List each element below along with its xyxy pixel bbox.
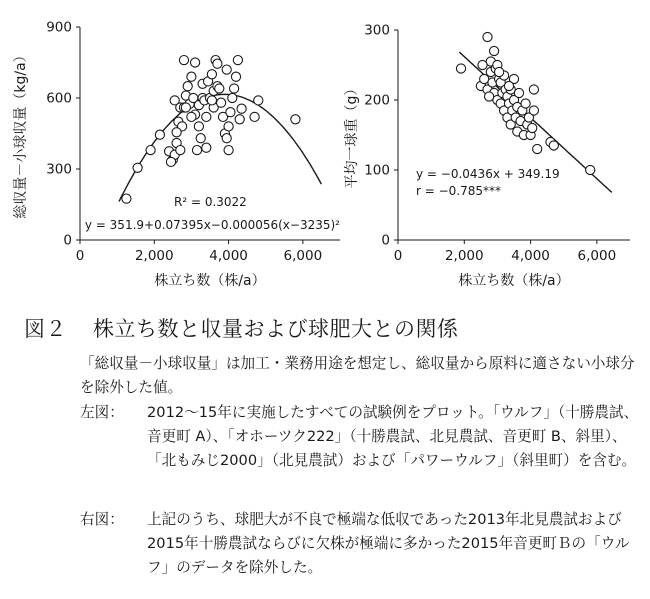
data-point bbox=[192, 146, 201, 155]
data-point bbox=[490, 46, 499, 55]
data-point bbox=[155, 130, 164, 139]
data-point bbox=[228, 93, 237, 102]
data-point bbox=[250, 112, 259, 121]
data-point bbox=[222, 134, 231, 143]
data-point bbox=[133, 163, 142, 172]
y-tick-label: 0 bbox=[381, 232, 390, 249]
right-note-label: 右図： bbox=[80, 511, 124, 528]
y-tick-label: 0 bbox=[63, 232, 72, 249]
data-point bbox=[187, 112, 196, 121]
data-point bbox=[207, 96, 216, 105]
data-point bbox=[254, 96, 263, 105]
data-point bbox=[514, 88, 523, 97]
data-point bbox=[235, 115, 244, 124]
y-tick-label: 200 bbox=[364, 92, 390, 109]
data-point bbox=[230, 84, 239, 93]
annotation-secondary: r = −0.785*** bbox=[416, 184, 502, 198]
figure-title-text: 株立ち数と収量および球肥大との関係 bbox=[93, 317, 459, 341]
y-tick-label: 600 bbox=[46, 90, 72, 107]
data-point bbox=[233, 56, 242, 65]
x-axis-title: 株立ち数（株/a） bbox=[154, 273, 266, 289]
annotation-primary: y = −0.0436x + 349.19 bbox=[416, 167, 560, 181]
data-point bbox=[187, 72, 196, 81]
x-axis-title: 株立ち数（株/a） bbox=[458, 273, 570, 289]
data-point bbox=[224, 146, 233, 155]
data-point bbox=[122, 194, 131, 203]
data-point bbox=[456, 64, 465, 73]
y-axis-title: 総収量－小球収量（kg/a） bbox=[13, 48, 29, 219]
data-point bbox=[495, 67, 504, 76]
data-point bbox=[291, 115, 300, 124]
data-point bbox=[478, 60, 487, 69]
x-tick-label: 6,000 bbox=[577, 248, 617, 264]
right-scatter-chart bbox=[344, 23, 630, 290]
left-figure-note bbox=[80, 401, 640, 473]
data-point bbox=[217, 98, 226, 107]
x-tick-label: 4,000 bbox=[511, 248, 550, 264]
data-point bbox=[483, 32, 492, 41]
figure-title bbox=[24, 313, 459, 343]
left-note-label: 左図： bbox=[80, 404, 124, 421]
right-figure-note bbox=[80, 508, 640, 580]
data-point bbox=[231, 72, 240, 81]
x-tick-label: 0 bbox=[75, 248, 85, 264]
x-tick-label: 2,000 bbox=[134, 248, 174, 264]
data-point bbox=[529, 85, 538, 94]
data-point bbox=[146, 146, 155, 155]
data-point bbox=[166, 157, 175, 166]
y-tick-label: 300 bbox=[46, 161, 72, 178]
data-point bbox=[222, 65, 231, 74]
data-point bbox=[529, 106, 538, 115]
data-point bbox=[196, 134, 205, 143]
annotation-primary: R² = 0.3022 bbox=[174, 195, 247, 209]
data-point bbox=[191, 58, 200, 67]
data-point bbox=[224, 122, 233, 131]
data-point bbox=[549, 141, 558, 150]
y-tick-label: 900 bbox=[46, 19, 72, 36]
data-point bbox=[528, 123, 537, 132]
data-point bbox=[504, 81, 513, 90]
figure-number: 図２ bbox=[24, 317, 67, 341]
x-tick-label: 2,000 bbox=[444, 248, 484, 264]
data-point bbox=[533, 144, 542, 153]
caption-paragraph: 「総収量－小球収量」は加工・業務用途を想定し、総収量から原料に適さない小球分を除外した値。 bbox=[80, 355, 635, 396]
x-tick-label: 6,000 bbox=[283, 248, 323, 264]
data-point bbox=[181, 103, 190, 112]
data-point bbox=[176, 146, 185, 155]
left-scatter-chart bbox=[13, 20, 340, 290]
annotation-secondary: y = 351.9+0.07395x−0.000056(x−3235)² bbox=[84, 218, 340, 232]
data-point bbox=[207, 70, 216, 79]
data-point bbox=[521, 99, 530, 108]
data-point bbox=[194, 122, 203, 131]
x-tick-label: 0 bbox=[393, 248, 403, 264]
data-point bbox=[485, 92, 494, 101]
left-note-text: 2012～15年に実施したすべての試験例をプロット。「ウルフ」（十勝農試、音更町 A）、「オホーツク222」（十勝農試、北見農試、音更町 B、斜里）、「北もみじ2000」（北見農試）および「パワーウルフ」（斜里町）を含む。 bbox=[147, 404, 639, 469]
data-point bbox=[215, 84, 224, 93]
data-point bbox=[179, 56, 188, 65]
data-point bbox=[172, 128, 181, 137]
data-point bbox=[226, 108, 235, 117]
y-axis-title: 平均一球重（g） bbox=[344, 81, 360, 189]
data-point bbox=[183, 82, 192, 91]
data-point bbox=[202, 143, 211, 152]
y-tick-label: 100 bbox=[364, 162, 390, 179]
data-point bbox=[237, 104, 246, 113]
y-tick-label: 300 bbox=[364, 22, 390, 39]
data-point bbox=[586, 165, 595, 174]
right-note-text: 上記のうち、球肥大が不良で極端な低収であった2013年北見農試および2015年十勝農試ならびに欠株が極端に多かった2015年音更町Ｂの「ウルフ」のデータを除外した。 bbox=[147, 511, 630, 576]
data-point bbox=[202, 112, 211, 121]
x-tick-label: 4,000 bbox=[209, 248, 248, 264]
data-point bbox=[213, 59, 222, 68]
